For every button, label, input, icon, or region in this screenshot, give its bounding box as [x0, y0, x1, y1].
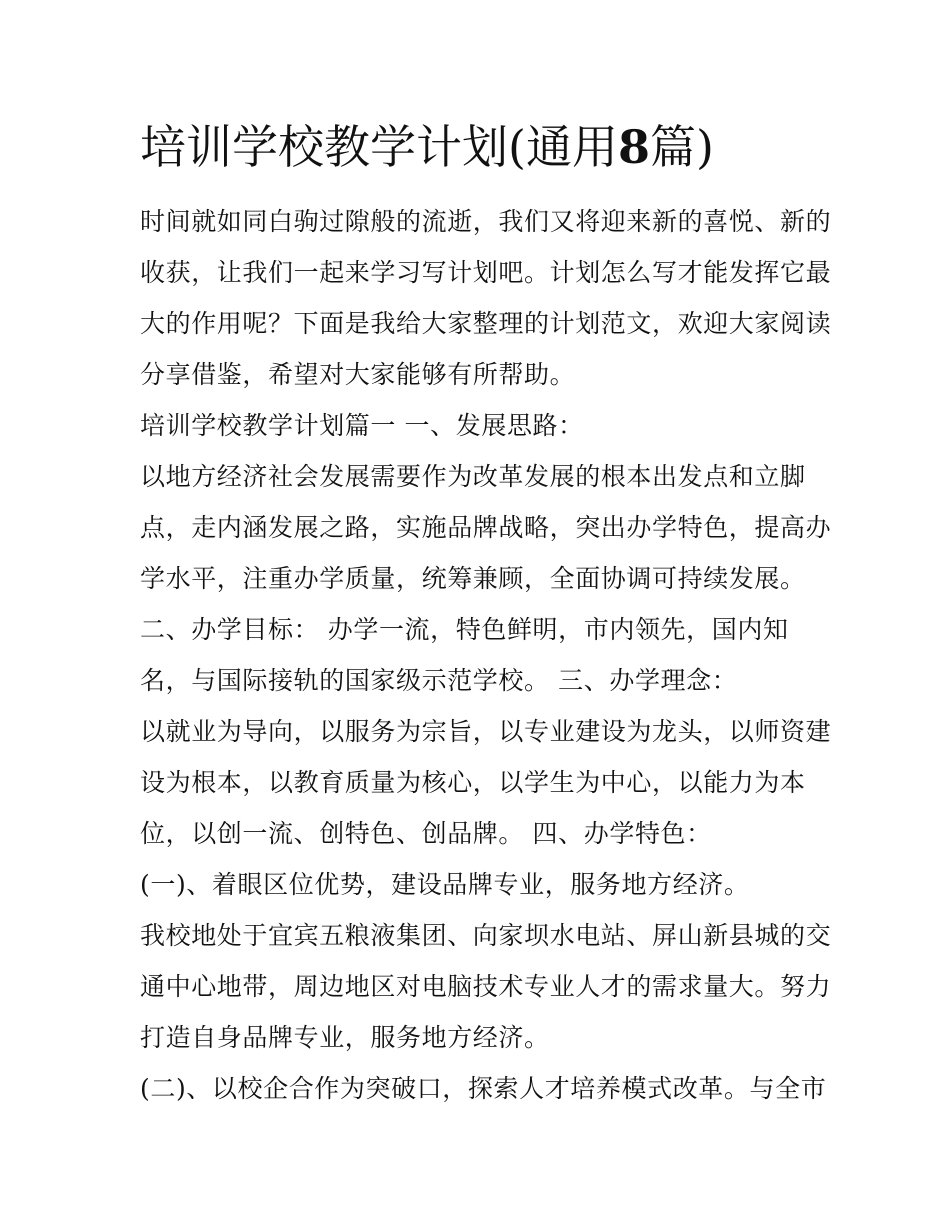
- body-line: 学水平，注重办学质量，统筹兼顾，全面协调可持续发展。: [140, 564, 806, 593]
- body-line: 大的作用呢？下面是我给大家整理的计划范文，欢迎大家阅读: [140, 309, 832, 338]
- body-line: 培训学校教学计划篇一 一、发展思路：: [140, 411, 584, 440]
- body-line: 位，以创一流、创特色、创品牌。 四、办学特色：: [140, 819, 712, 848]
- body-line: (二)、以校企合作为突破口，探索人才培养模式改革。与全市: [140, 1074, 827, 1103]
- body-line: (一)、着眼区位优势，建设品牌专业，服务地方经济。: [140, 870, 750, 899]
- body-line: 我校地处于宜宾五粮液集团、向家坝水电站、屏山新县城的交: [140, 921, 832, 950]
- body-line: 以地方经济社会发展需要作为改革发展的根本出发点和立脚: [140, 462, 806, 491]
- body-line: 收获，让我们一起来学习写计划吧。计划怎么写才能发挥它最: [140, 258, 832, 287]
- body-line: 通中心地带，周边地区对电脑技术专业人才的需求量大。努力: [140, 972, 832, 1001]
- title-suffix: 篇): [649, 120, 714, 174]
- body-line: 名，与国际接轨的国家级示范学校。 三、办学理念：: [140, 666, 738, 695]
- body-line: 设为根本，以教育质量为核心，以学生为中心，以能力为本: [140, 768, 806, 797]
- body-line: 时间就如同白驹过隙般的流逝，我们又将迎来新的喜悦、新的: [140, 207, 832, 236]
- title-number: 8: [617, 120, 650, 174]
- document-title: [140, 114, 714, 180]
- body-line: 打造自身品牌专业，服务地方经济。: [140, 1023, 550, 1052]
- body-line: 以就业为导向，以服务为宗旨，以专业建设为龙头，以师资建: [140, 717, 832, 746]
- body-line: 二、办学目标： 办学一流，特色鲜明，市内领先，国内知: [140, 615, 789, 644]
- body-line: 点，走内涵发展之路，实施品牌战略，突出办学特色，提高办: [140, 513, 832, 542]
- title-text: 培训学校教学计划(通用: [140, 120, 618, 174]
- document-body: [140, 196, 832, 1114]
- body-line: 分享借鉴，希望对大家能够有所帮助。: [140, 360, 576, 389]
